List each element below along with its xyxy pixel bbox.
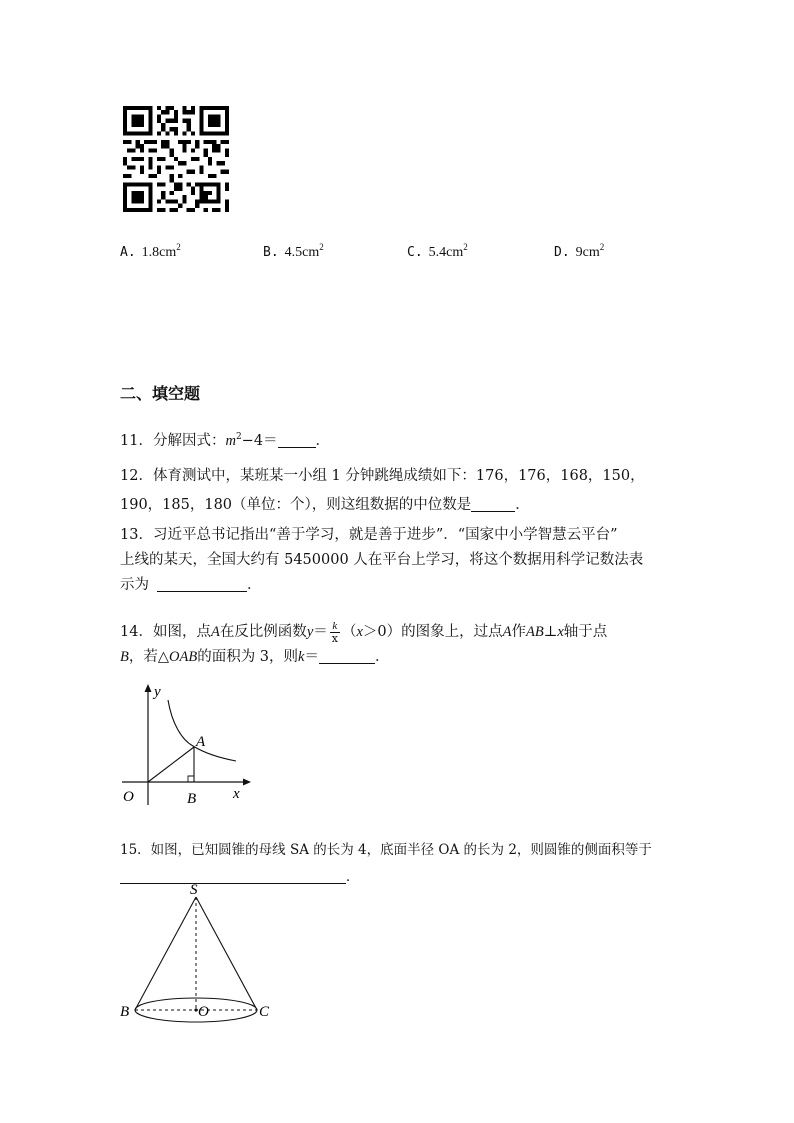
option-value: 9cm [575, 245, 600, 260]
math-operator: ⊥ [543, 624, 558, 640]
fraction-numerator: k [330, 621, 340, 633]
math-variable: B [120, 649, 129, 665]
option-d [554, 242, 604, 261]
math-variable: k [298, 649, 305, 665]
question-text-line-1: 13．习近平总书记指出“善于学习，就是善于进步”．“国家中小学智慧云平台” [120, 527, 618, 543]
y-axis-arrow-icon [145, 684, 152, 692]
question-13 [120, 523, 680, 598]
punctuation: ． [515, 497, 530, 513]
math-variable: OAB [169, 649, 198, 665]
label-o: O [198, 1004, 209, 1020]
math-variable: x [356, 624, 363, 640]
math-variable: AB [526, 624, 544, 640]
label-b: B [187, 791, 197, 807]
option-letter: D. [554, 245, 570, 260]
qr-code-image [123, 106, 229, 212]
math-variable: m [225, 432, 236, 449]
question-text-line-1: 12．体育测试中，某班某一小组 1 分钟跳绳成绩如下：176，176，168，150， [120, 468, 645, 484]
option-exponent: 2 [176, 242, 181, 252]
question-text: ，若△ [128, 649, 170, 665]
question-text: （ [341, 624, 357, 640]
question-text: 轴于点 [563, 624, 608, 640]
label-s: S [190, 882, 198, 898]
question-text-line-3: 示为 [120, 577, 149, 593]
option-letter: B. [263, 245, 279, 260]
question-text: 在反比例函数 [219, 624, 307, 640]
math-operator: ＝ [304, 649, 319, 665]
option-value: 4.5cm [284, 245, 320, 260]
label-a: A [196, 734, 206, 750]
segment-oa [148, 747, 194, 782]
question-text: 作 [511, 624, 526, 640]
option-exponent: 2 [463, 242, 468, 252]
question-text: 14．如图，点 [120, 624, 211, 640]
question-text: ＞0）的图象上，过点 [362, 624, 503, 640]
fraction-denominator: x [331, 631, 338, 645]
option-letter: A. [120, 245, 136, 260]
option-value: 1.8cm [141, 245, 177, 260]
segment-sc [196, 897, 257, 1010]
figure-14-hyperbola [118, 680, 258, 810]
question-text: 11．分解因式： [120, 432, 226, 449]
answer-blank [319, 649, 375, 664]
label-b: B [120, 1004, 130, 1020]
question-text: 的面积为 3，则 [197, 649, 299, 665]
punctuation: ． [346, 869, 360, 885]
option-value: 5.4cm [428, 245, 464, 260]
segment-sb [135, 897, 196, 1010]
math-exponent: 2 [235, 432, 242, 442]
hyperbola-curve [168, 700, 236, 761]
label-c: C [259, 1004, 270, 1020]
question-12 [120, 464, 680, 518]
option-c [407, 242, 468, 261]
question-14 [120, 620, 680, 670]
math-variable: y [306, 624, 314, 640]
x-axis-arrow-icon [243, 779, 251, 786]
answer-blank [278, 433, 316, 448]
question-text-line-2: 190，185，180（单位：个），则这组数据的中位数是 [120, 497, 472, 513]
punctuation: ． [315, 432, 331, 449]
label-o: O [123, 789, 134, 805]
option-b [263, 242, 324, 261]
option-a [120, 242, 181, 261]
math-variable: A [502, 624, 512, 640]
question-text-line-1: 15．如图，已知圆锥的母线 SA 的长为 4，底面半径 OA 的长为 2，则圆锥的侧面积等于 [120, 842, 652, 858]
answer-blank [471, 497, 515, 512]
question-text-line-2: 上线的某天，全国大约有 5450000 人在平台上学习，将这个数据用科学记数法表 [120, 552, 644, 568]
option-exponent: 2 [319, 242, 324, 252]
section-title: 二、填空题 [120, 384, 201, 403]
answer-blank [157, 577, 247, 592]
option-exponent: 2 [599, 242, 605, 252]
punctuation: ． [374, 649, 390, 665]
math-variable: A [210, 624, 220, 640]
math-variable: x [557, 624, 564, 640]
label-x: x [233, 786, 240, 802]
fraction-k-over-x [330, 621, 340, 644]
option-letter: C. [407, 245, 423, 260]
label-y: y [154, 684, 161, 700]
math-expression: −4＝ [241, 432, 278, 449]
right-angle-mark [188, 776, 194, 782]
question-11 [120, 425, 680, 454]
punctuation: ． [247, 577, 262, 593]
figure-15-cone [115, 880, 285, 1030]
math-operator: ＝ [313, 624, 328, 640]
